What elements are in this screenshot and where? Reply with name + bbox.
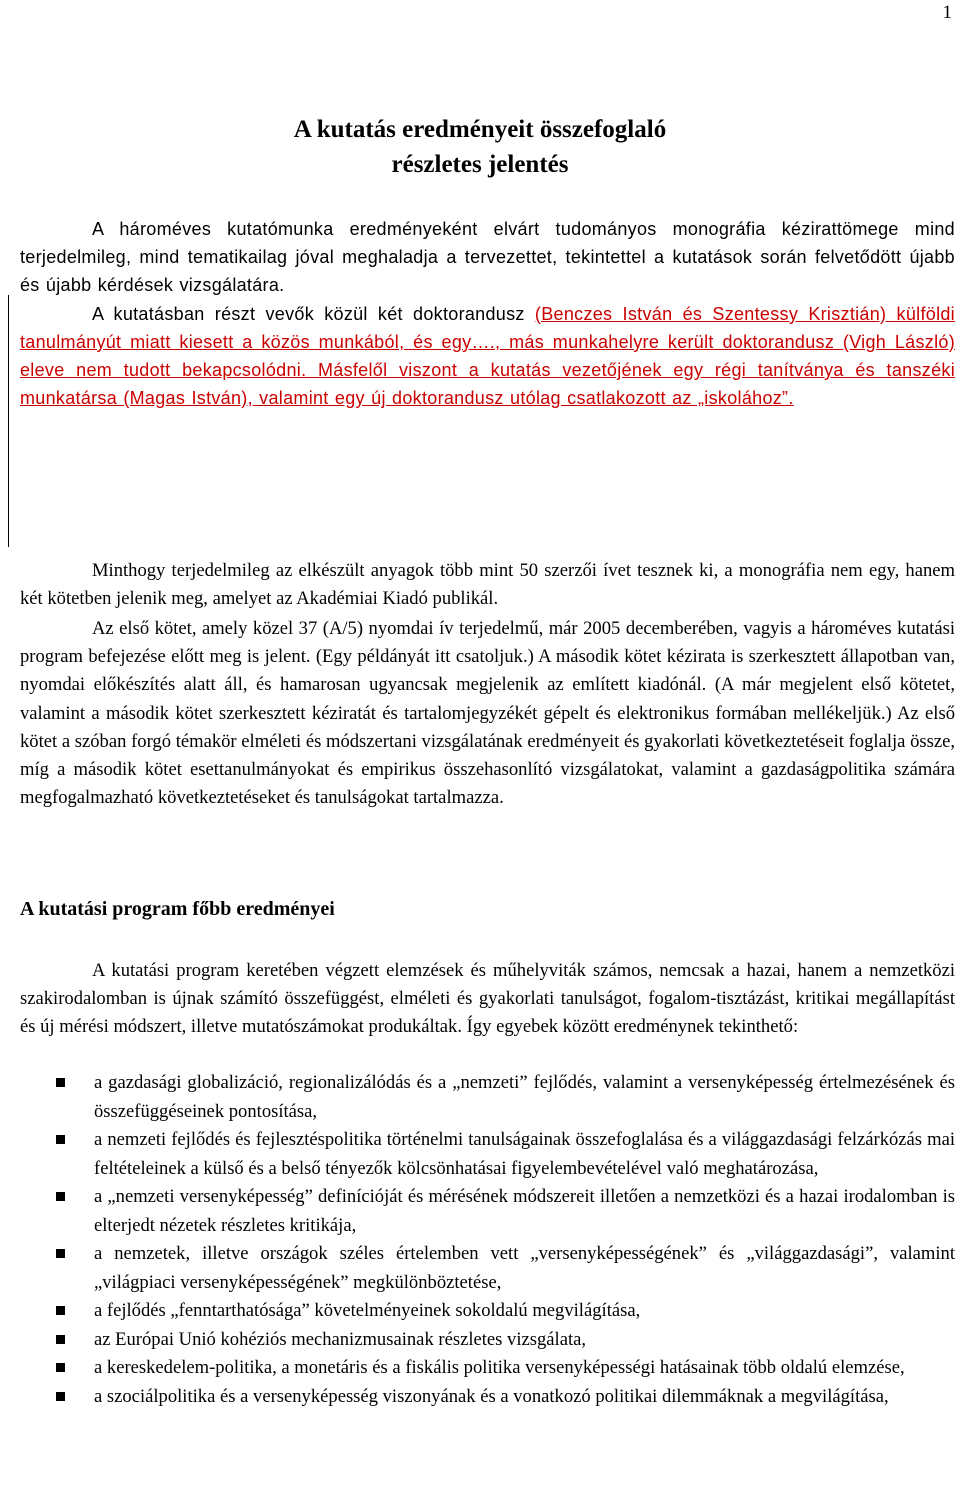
list-item [20, 1183, 955, 1240]
list-item-text: a „nemzeti versenyképesség” definícióját és mérésének módszereit illetően a nemzetközi és a hazai irodalomban is elterjedt nézetek részletes kritikája, [94, 1186, 955, 1236]
paragraph-intro-text: A hároméves kutatómunka eredményeként elvárt tudományos monográfia kézirattömege mind terjedelmileg, mind tematikailag jóval meghaladja a tervezettet, tekintettel a kutatások során felvetődött újabb és újabb kérdések vizsgálatára. [20, 219, 955, 296]
paragraph-volume-text: Minthogy terjedelmileg az elkészült anyagok több mint 50 szerzői ívet tesznek ki, a monográfia nem egy, hanem két kötetben jelenik meg, amelyet az Akadémiai Kiadó publikál. [20, 560, 955, 610]
paragraph-volume [20, 557, 955, 613]
list-item [20, 1126, 955, 1183]
bullet-square-icon [56, 1363, 65, 1372]
paragraph-intro [20, 215, 955, 412]
paragraph-results-text: A kutatási program keretében végzett elemzések és műhelyviták számos, nemcsak a hazai, hanem a nemzetközi szakirodalomban is újnak számító összefüggést, elméleti és gyakorlati tanulságot, fogalom-tisztázást, kritikai megállapítást és új mérési módszert, illetve mutatószámokat produkáltak. Így egyebek között eredménynek tekinthető: [20, 960, 955, 1038]
section-heading: A kutatási program főbb eredményei [20, 898, 335, 920]
paragraph-first-volume-text: Az első kötet, amely közel 37 (A/5) nyomdai ív terjedelmű, már 2005 decemberében, vagyis a hároméves kutatási program befejezése előtt meg is jelent. (Egy példányát itt csatoljuk.) A második kötet kézirata is szerkesztett állapotban van, nyomdai előkészítés alatt áll, és hamarosan ugyancsak megjelenik az említett kiadónál. (A már megjelent első kötetet, valamint a második kötet szerkesztett kéziratát és tartalomjegyzékét gépelt és elektronikus formában mellékeljük.) Az első kötet a szóban forgó témakör elméleti és módszertani vizsgálatának eredményeit és gyakorlati következtetéseit foglalja össze, míg a második kötet esettanulmányokat és empirikus összehasonlító vizsgálatokat, valamint a gazdaságpolitika számára megfogalmazható következtetéseket és tanulságokat tartalmazza. [20, 618, 955, 809]
bullet-square-icon [56, 1335, 65, 1344]
bullet-square-icon [56, 1249, 65, 1258]
tracked-change-text: (Benczes István és Szentessy Krisztián) külföldi tanulmányút miatt kiesett a közös munkából, és egy…., más munkahelyre került doktorandusz (Vigh László) eleve nem tudott bekapcsolódni. Másfelől viszont a kutatás vezetőjének egy régi tanítványa és tanszéki munkatársa (Magas István), valamint egy új doktorandusz utólag csatlakozott az „iskolához”. [20, 303, 955, 409]
document-title [0, 112, 960, 182]
list-item [20, 1383, 955, 1412]
list-item [20, 1326, 955, 1355]
list-item [20, 1069, 955, 1126]
results-list [20, 1069, 955, 1411]
list-item [20, 1354, 955, 1383]
title-line-2: részletes jelentés [391, 151, 569, 178]
list-item-text: a nemzeti fejlődés és fejlesztéspolitika történelmi tanulságainak összefoglalása és a világgazdasági felzárkózás mai feltételeinek a külső és a belső tényezők kölcsönhatásai figyelembevételével való meghatározása, [94, 1129, 955, 1179]
page-number: 1 [942, 2, 952, 23]
bullet-square-icon [56, 1392, 65, 1401]
list-item [20, 1297, 955, 1326]
bullet-square-icon [56, 1192, 65, 1201]
list-item-text: a fejlődés „fenntarthatósága” követelményeinek sokoldalú megvilágítása, [94, 1300, 641, 1321]
paragraph-results [20, 957, 955, 1042]
bullet-square-icon [56, 1135, 65, 1144]
revision-bar [8, 295, 9, 547]
bullet-square-icon [56, 1306, 65, 1315]
paragraph-intro-continued: A kutatásban részt vevők közül két doktorandusz [92, 303, 525, 324]
list-item [20, 1240, 955, 1297]
list-item-text: az Európai Unió kohéziós mechanizmusainak részletes vizsgálata, [94, 1328, 587, 1350]
bullet-square-icon [56, 1078, 65, 1087]
list-item-text: a nemzetek, illetve országok széles értelemben vett „versenyképességének” és „világgazdasági”, valamint „világpiaci versenyképességének” megkülönböztetése, [94, 1243, 955, 1293]
list-item-text: a kereskedelem-politika, a monetáris és a fiskális politika versenyképességi hatásainak több oldalú elemzése, [94, 1357, 905, 1378]
title-line-1: A kutatás eredményeit összefoglaló [293, 116, 667, 143]
paragraph-first-volume [20, 615, 955, 812]
list-item-text: a gazdasági globalizáció, regionalizálódás és a „nemzeti” fejlődés, valamint a versenyképesség értelmezésének és összefüggéseinek pontosítása, [94, 1072, 955, 1122]
list-item-text: a szociálpolitika és a versenyképesség viszonyának és a vonatkozó politikai dilemmáknak a megvilágítása, [94, 1385, 889, 1407]
